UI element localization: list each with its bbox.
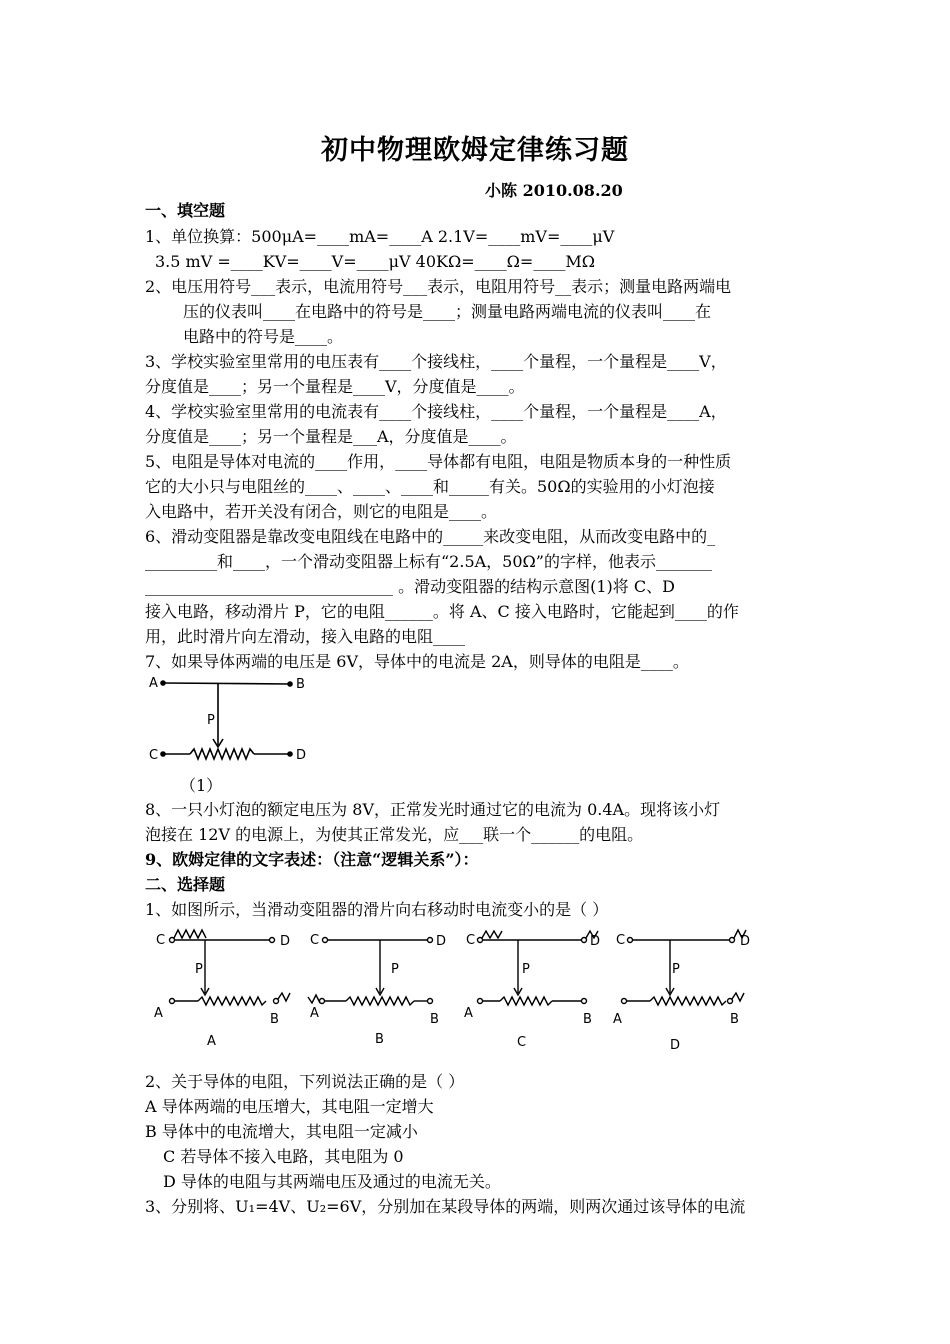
q5-line-3: 入电路中，若开关没有闭合，则它的电阻是____。	[145, 502, 498, 521]
option-b-terminal-a: A	[310, 1006, 319, 1021]
mc3-question: 3、分别将、U₁=4V、U₂=6V，分别加在某段导体的两端，则两次通过该导体的电流	[145, 1197, 746, 1216]
page-title: 初中物理欧姆定律练习题	[321, 135, 629, 166]
option-a-terminal-c: C	[156, 933, 166, 948]
mc2-option-b: B 导体中的电流增大，其电阻一定减小	[145, 1122, 418, 1141]
q5-line-1: 5、电阻是导体对电流的____作用，____导体都有电阻，电阻是物质本身的一种性质	[145, 452, 732, 471]
option-c-slider-p: P	[522, 962, 530, 977]
slider-p-label: P	[207, 713, 215, 728]
option-c-terminal-a: A	[464, 1006, 473, 1021]
q1-unit-conversion: 1、单位换算：500μA=____mA=____A 2.1V=____mV=____μV	[145, 227, 615, 246]
mc2-option-d: D 导体的电阻与其两端电压及通过的电流无关。	[163, 1172, 501, 1191]
q3-line-1: 3、学校实验室里常用的电压表有____个接线柱，____个量程，一个量程是____V，	[145, 352, 727, 371]
q6-line-3: _______________________________ 。滑动变阻器的结构示意图(1)将 C、D	[145, 577, 675, 596]
option-a-terminal-d: D	[280, 934, 291, 949]
option-c-terminal-d: D	[590, 934, 601, 949]
q2-line-2: 压的仪表叫____在电路中的符号是____；测量电路两端电流的仪表叫____在	[183, 302, 712, 321]
mc2-option-c: C 若导体不接入电路，其电阻为 0	[163, 1147, 404, 1166]
option-d-terminal-c: C	[616, 933, 626, 948]
option-c-label: C	[517, 1035, 527, 1050]
terminal-c-label: C	[149, 748, 159, 763]
section-fill-heading: 一、填空题	[145, 201, 226, 220]
terminal-d-label: D	[296, 748, 307, 763]
option-d-label: D	[670, 1038, 681, 1053]
option-d-terminal-b: B	[730, 1012, 739, 1027]
option-d-terminal-a: A	[613, 1012, 622, 1027]
q9-line: 9、欧姆定律的文字表述：（注意“逻辑关系”）：	[145, 850, 479, 869]
q4-line-2: 分度值是____；另一个量程是___A，分度值是____。	[145, 427, 517, 446]
terminal-b-label: B	[296, 677, 305, 692]
option-b-slider-p: P	[391, 962, 399, 977]
rheostat-diagram-1	[145, 670, 315, 770]
option-d-slider-p: P	[672, 962, 680, 977]
q5-line-2: 它的大小只与电阻丝的____、____、____和_____有关。50Ω的实验用的小灯泡接	[145, 477, 715, 496]
option-a-terminal-b: B	[270, 1012, 279, 1027]
mc2-option-a: A 导体两端的电压增大，其电阻一定增大	[145, 1097, 434, 1116]
author-date: 小陈 2010.08.20	[485, 181, 623, 200]
q2-line-1: 2、电压用符号___表示，电流用符号___表示，电阻用符号__表示；测量电路两端电	[145, 277, 732, 296]
q7-line: 7、如果导体两端的电压是 6V，导体中的电流是 2A，则导体的电阻是____。	[145, 652, 689, 671]
rheostat-options-diagram	[150, 925, 770, 1055]
figure-1-caption: （1）	[180, 776, 223, 795]
option-b-terminal-d: D	[436, 934, 447, 949]
terminal-a-label: A	[149, 676, 158, 691]
option-c-terminal-b: B	[583, 1012, 592, 1027]
option-a-slider-p: P	[195, 962, 203, 977]
option-a-terminal-a: A	[154, 1006, 163, 1021]
option-a-label: A	[207, 1034, 216, 1049]
q2-line-3: 电路中的符号是____。	[183, 327, 344, 346]
q6-line-4: 接入电路，移动滑片 P，它的电阻______。将 A、C 接入电路时，它能起到____的作	[145, 602, 739, 621]
q6-line-5: 用，此时滑片向左滑动，接入电路的电阻____	[145, 627, 466, 646]
q3-line-2: 分度值是____；另一个量程是____V，分度值是____。	[145, 377, 525, 396]
q4-line-1: 4、学校实验室里常用的电流表有____个接线柱，____个量程，一个量程是____A，	[145, 402, 727, 421]
option-c-terminal-c: C	[466, 933, 476, 948]
q1-unit-conversion-2: 3.5 mV =____KV=____V=____μV 40KΩ=____Ω=____MΩ	[155, 252, 595, 271]
q6-line-1: 6、滑动变阻器是靠改变电阻线在电路中的_____来改变电阻，从而改变电路中的_	[145, 527, 716, 546]
option-d-terminal-d: D	[740, 934, 751, 949]
mc2-question: 2、关于导体的电阻，下列说法正确的是（ ）	[145, 1072, 465, 1091]
option-b-label: B	[375, 1032, 384, 1047]
mc1-question: 1、如图所示，当滑动变阻器的滑片向右移动时电流变小的是（ ）	[145, 900, 609, 919]
section-choice-heading: 二、选择题	[145, 875, 226, 894]
option-b-terminal-c: C	[310, 933, 320, 948]
q8-line-1: 8、一只小灯泡的额定电压为 8V，正常发光时通过它的电流为 0.4A。现将该小灯	[145, 800, 721, 819]
q6-line-2: _________和____，一个滑动变阻器上标有“2.5A，50Ω”的字样，他表示_______	[145, 552, 712, 571]
option-b-terminal-b: B	[430, 1012, 439, 1027]
q8-line-2: 泡接在 12V 的电源上，为使其正常发光，应___联一个______的电阻。	[145, 825, 644, 844]
